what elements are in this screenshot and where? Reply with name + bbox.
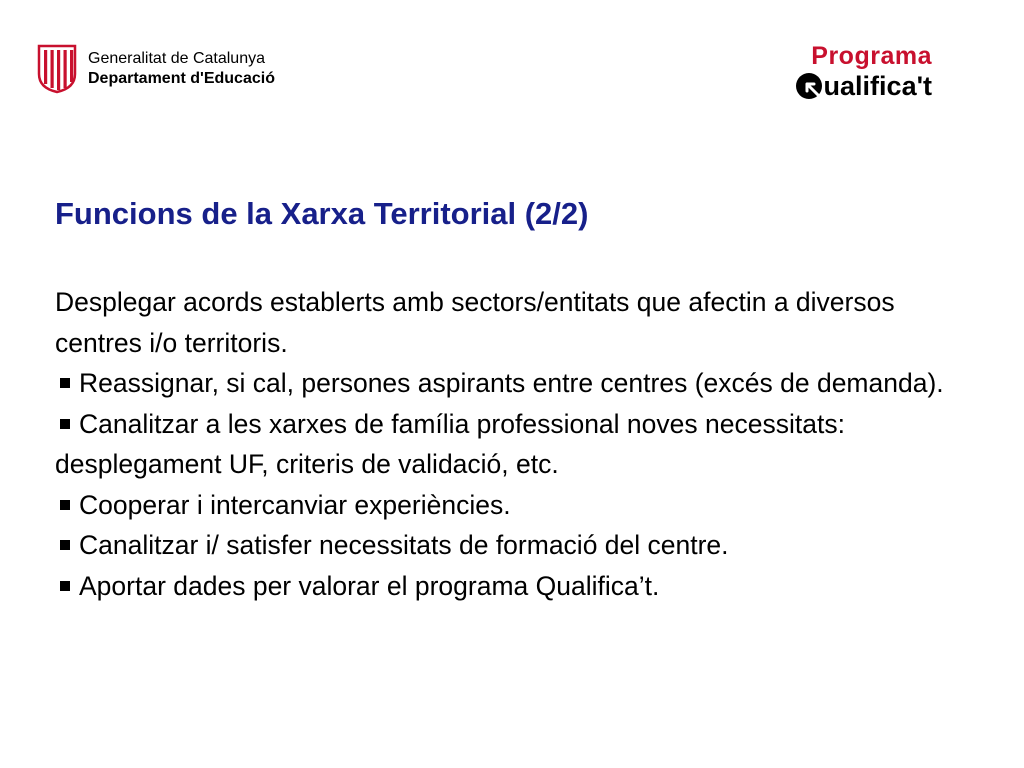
bullet-item	[55, 525, 955, 566]
bullet-item	[55, 485, 955, 526]
square-bullet-icon	[60, 500, 70, 510]
square-bullet-icon	[60, 419, 70, 429]
slide-body	[55, 282, 955, 606]
bullet-item	[55, 363, 955, 404]
programa-label: Programa	[811, 42, 932, 70]
bullet-item	[55, 404, 955, 485]
bullet-text: Canalitzar a les xarxes de família professional noves necessitats: desplegament UF, criteris de validació, etc.	[55, 408, 845, 479]
qualificat-q-icon	[795, 72, 823, 100]
intro-paragraph: Desplegar acords establerts amb sectors/entitats que afectin a diversos centres i/o territoris.	[55, 287, 895, 358]
bullet-text: Canalitzar i/ satisfer necessitats de formació del centre.	[79, 530, 729, 560]
bullet-text: Aportar dades per valorar el programa Qualifica’t.	[79, 570, 660, 601]
bullet-text: Cooperar i intercanviar experiències.	[79, 489, 511, 520]
generalitat-name: Generalitat de Catalunya	[88, 50, 265, 67]
bullet-item	[55, 566, 955, 607]
square-bullet-icon	[60, 581, 70, 591]
generalitat-logo	[36, 44, 275, 94]
bullet-text: Reassignar, si cal, persones aspirants entre centres (excés de demanda).	[79, 368, 944, 398]
slide-title: Funcions de la Xarxa Territorial (2/2)	[55, 196, 589, 231]
department-name: Departament d'Educació	[88, 70, 275, 87]
generalitat-emblem-icon	[36, 44, 78, 94]
square-bullet-icon	[60, 540, 70, 550]
programa-qualificat-logo	[795, 42, 932, 102]
square-bullet-icon	[60, 378, 70, 388]
qualificat-label: ualifica't	[823, 71, 932, 101]
